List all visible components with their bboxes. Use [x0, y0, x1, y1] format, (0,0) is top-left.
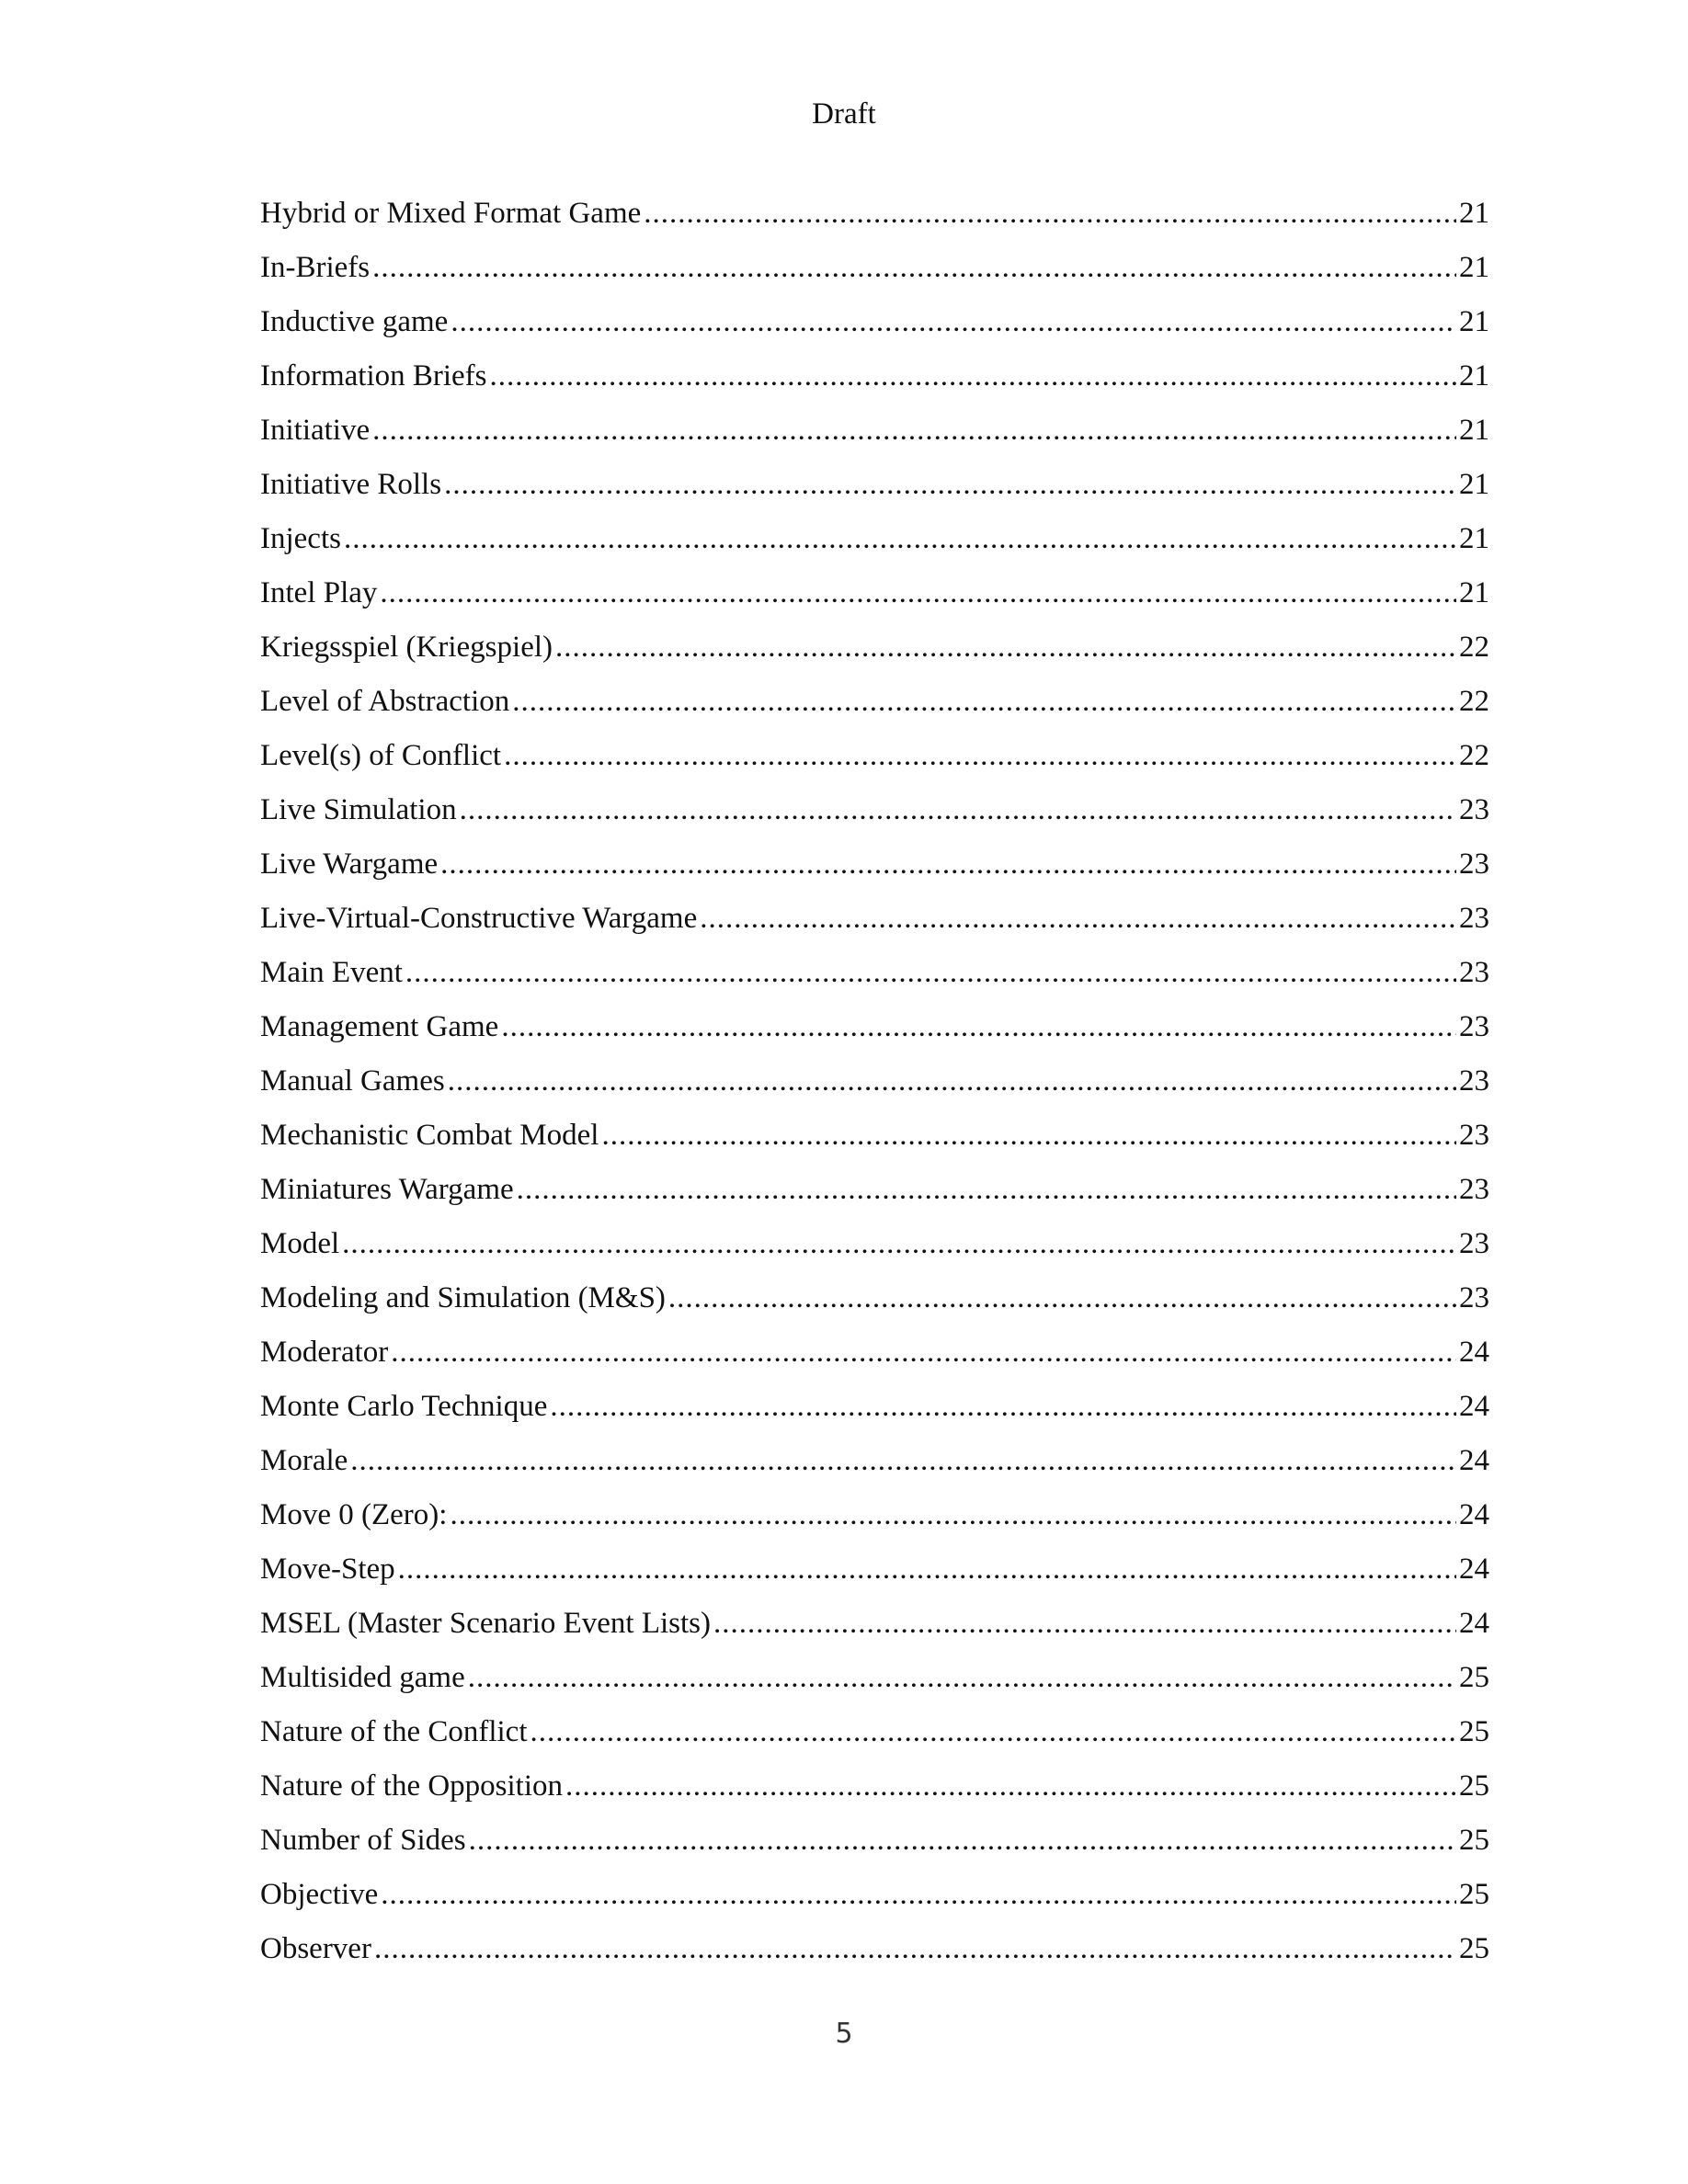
toc-entry-page-number: 23 — [1459, 847, 1489, 881]
toc-entry-page-number: 24 — [1459, 1390, 1489, 1423]
toc-entry-title: Monte Carlo Technique — [260, 1390, 548, 1423]
toc-entry-page-number: 24 — [1459, 1336, 1489, 1369]
toc-dot-leader — [374, 1930, 1456, 1967]
toc-dot-leader — [555, 629, 1456, 665]
toc-entry[interactable] — [260, 249, 1489, 303]
toc-dot-leader — [450, 1496, 1456, 1533]
toc-entry-page-number: 21 — [1459, 305, 1489, 338]
toc-entry-page-number: 22 — [1459, 685, 1489, 718]
toc-entry-page-number: 23 — [1459, 1173, 1489, 1206]
toc-entry-page-number: 21 — [1459, 522, 1489, 555]
toc-entry-page-number: 21 — [1459, 576, 1489, 609]
toc-entry[interactable] — [260, 900, 1489, 954]
toc-dot-leader — [668, 1280, 1456, 1316]
toc-entry[interactable] — [260, 466, 1489, 520]
toc-entry-title: Intel Play — [260, 576, 378, 609]
toc-entry[interactable] — [260, 1659, 1489, 1713]
toc-entry-title: Level of Abstraction — [260, 685, 510, 718]
toc-entry[interactable] — [260, 1008, 1489, 1063]
toc-entry[interactable] — [260, 791, 1489, 846]
toc-entry-page-number: 22 — [1459, 631, 1489, 664]
toc-entry-page-number: 23 — [1459, 956, 1489, 989]
toc-entry-title: In-Briefs — [260, 251, 371, 284]
toc-entry-title: Main Event — [260, 956, 403, 989]
toc-dot-leader — [565, 1768, 1456, 1804]
toc-entry[interactable] — [260, 683, 1489, 737]
toc-dot-leader — [398, 1551, 1456, 1587]
toc-entry-page-number: 21 — [1459, 468, 1489, 501]
toc-dot-leader — [440, 846, 1456, 882]
toc-dot-leader — [448, 1063, 1456, 1099]
toc-entry-page-number: 21 — [1459, 414, 1489, 447]
toc-entry[interactable] — [260, 1442, 1489, 1496]
toc-entry-title: Move-Step — [260, 1553, 395, 1586]
toc-entry[interactable] — [260, 1063, 1489, 1117]
toc-entry-page-number: 25 — [1459, 1824, 1489, 1857]
toc-dot-leader — [530, 1713, 1457, 1750]
toc-entry-page-number: 23 — [1459, 1281, 1489, 1314]
toc-entry-title: Level(s) of Conflict — [260, 739, 502, 772]
toc-dot-leader — [372, 249, 1456, 286]
toc-entry-title: Morale — [260, 1444, 348, 1477]
toc-dot-leader — [460, 791, 1456, 828]
toc-entry-page-number: 21 — [1459, 359, 1489, 392]
toc-entry-title: Observer — [260, 1932, 371, 1965]
toc-entry-page-number: 25 — [1459, 1932, 1489, 1965]
toc-entry-page-number: 24 — [1459, 1498, 1489, 1531]
toc-entry-page-number: 21 — [1459, 197, 1489, 230]
toc-entry[interactable] — [260, 358, 1489, 412]
toc-entry-title: Kriegsspiel (Kriegspiel) — [260, 631, 553, 664]
toc-entry[interactable] — [260, 1280, 1489, 1334]
toc-entry-page-number: 23 — [1459, 1119, 1489, 1152]
toc-entry[interactable] — [260, 1876, 1489, 1930]
toc-entry-title: Moderator — [260, 1336, 389, 1369]
toc-dot-leader — [468, 1659, 1456, 1696]
toc-entry-title: Initiative — [260, 414, 371, 447]
toc-entry[interactable] — [260, 195, 1489, 249]
toc-entry-title: Nature of the Conflict — [260, 1715, 528, 1748]
toc-entry-title: Initiative Rolls — [260, 468, 442, 501]
toc-entry-title: Live Wargame — [260, 847, 439, 881]
toc-entry[interactable] — [260, 1713, 1489, 1768]
toc-entry-title: Nature of the Opposition — [260, 1769, 564, 1803]
toc-dot-leader — [405, 954, 1456, 991]
toc-entry[interactable] — [260, 954, 1489, 1008]
toc-entry-title: Miniatures Wargame — [260, 1173, 514, 1206]
toc-dot-leader — [517, 1171, 1456, 1208]
toc-dot-leader — [550, 1388, 1456, 1425]
toc-dot-leader — [512, 683, 1456, 720]
toc-entry[interactable] — [260, 1496, 1489, 1551]
toc-entry-page-number: 23 — [1459, 1010, 1489, 1043]
toc-entry[interactable] — [260, 303, 1489, 358]
toc-entry-page-number: 23 — [1459, 1227, 1489, 1260]
toc-dot-leader — [350, 1442, 1456, 1479]
toc-entry-title: Live-Virtual-Constructive Wargame — [260, 902, 698, 935]
toc-entry[interactable] — [260, 1334, 1489, 1388]
toc-entry-title: Injects — [260, 522, 341, 555]
toc-entry[interactable] — [260, 1768, 1489, 1822]
toc-entry[interactable] — [260, 574, 1489, 629]
toc-entry[interactable] — [260, 737, 1489, 791]
toc-entry-page-number: 24 — [1459, 1607, 1489, 1640]
toc-entry-page-number: 25 — [1459, 1769, 1489, 1803]
toc-entry-title: Objective — [260, 1878, 379, 1911]
toc-entry-title: Move 0 (Zero): — [260, 1498, 448, 1531]
toc-entry[interactable] — [260, 1171, 1489, 1225]
toc-entry[interactable] — [260, 1605, 1489, 1659]
toc-dot-leader — [490, 358, 1456, 394]
toc-entry-title: Management Game — [260, 1010, 499, 1043]
toc-entry-title: Live Simulation — [260, 793, 457, 826]
toc-dot-leader — [700, 900, 1456, 937]
toc-entry-page-number: 25 — [1459, 1878, 1489, 1911]
toc-dot-leader — [344, 520, 1456, 557]
toc-dot-leader — [469, 1822, 1456, 1859]
toc-entry-page-number: 25 — [1459, 1661, 1489, 1694]
toc-entry-title: Inductive game — [260, 305, 449, 338]
toc-dot-leader — [504, 737, 1456, 774]
toc-entry-page-number: 23 — [1459, 902, 1489, 935]
toc-entry-page-number: 22 — [1459, 739, 1489, 772]
toc-entry-page-number: 23 — [1459, 1064, 1489, 1098]
toc-entry-page-number: 21 — [1459, 251, 1489, 284]
toc-entry[interactable] — [260, 846, 1489, 900]
toc-dot-leader — [342, 1225, 1456, 1262]
page-header-draft: Draft — [812, 97, 876, 131]
toc-entry-title: Manual Games — [260, 1064, 445, 1098]
toc-entry-title: Information Briefs — [260, 359, 487, 392]
toc-entry[interactable] — [260, 1551, 1489, 1605]
toc-entry[interactable] — [260, 1117, 1489, 1171]
toc-entry[interactable] — [260, 520, 1489, 574]
toc-dot-leader — [380, 574, 1456, 611]
toc-entry[interactable] — [260, 412, 1489, 466]
toc-dot-leader — [444, 466, 1456, 503]
toc-dot-leader — [381, 1876, 1456, 1913]
toc-dot-leader — [372, 412, 1456, 449]
toc-entry-page-number: 24 — [1459, 1444, 1489, 1477]
toc-entry-title: Number of Sides — [260, 1824, 466, 1857]
toc-entry-title: Multisided game — [260, 1661, 465, 1694]
toc-entry-title: MSEL (Master Scenario Event Lists) — [260, 1607, 712, 1640]
toc-entry[interactable] — [260, 1388, 1489, 1442]
toc-entry-title: Model — [260, 1227, 340, 1260]
page-number: 5 — [835, 2018, 853, 2050]
toc-entry-page-number: 25 — [1459, 1715, 1489, 1748]
toc-entry[interactable] — [260, 1225, 1489, 1280]
toc-entry-page-number: 24 — [1459, 1553, 1489, 1586]
toc-dot-leader — [644, 195, 1456, 232]
toc-entry-title: Mechanistic Combat Model — [260, 1119, 599, 1152]
toc-entry-title: Hybrid or Mixed Format Game — [260, 197, 642, 230]
toc-dot-leader — [713, 1605, 1456, 1642]
toc-entry[interactable] — [260, 1822, 1489, 1876]
toc-dot-leader — [601, 1117, 1456, 1154]
toc-dot-leader — [391, 1334, 1456, 1371]
toc-dot-leader — [501, 1008, 1456, 1045]
toc-entry-title: Modeling and Simulation (M&S) — [260, 1281, 666, 1314]
toc-entry-page-number: 23 — [1459, 793, 1489, 826]
table-of-contents — [260, 195, 1489, 1985]
toc-entry[interactable] — [260, 1930, 1489, 1985]
toc-entry[interactable] — [260, 629, 1489, 683]
toc-dot-leader — [451, 303, 1456, 340]
